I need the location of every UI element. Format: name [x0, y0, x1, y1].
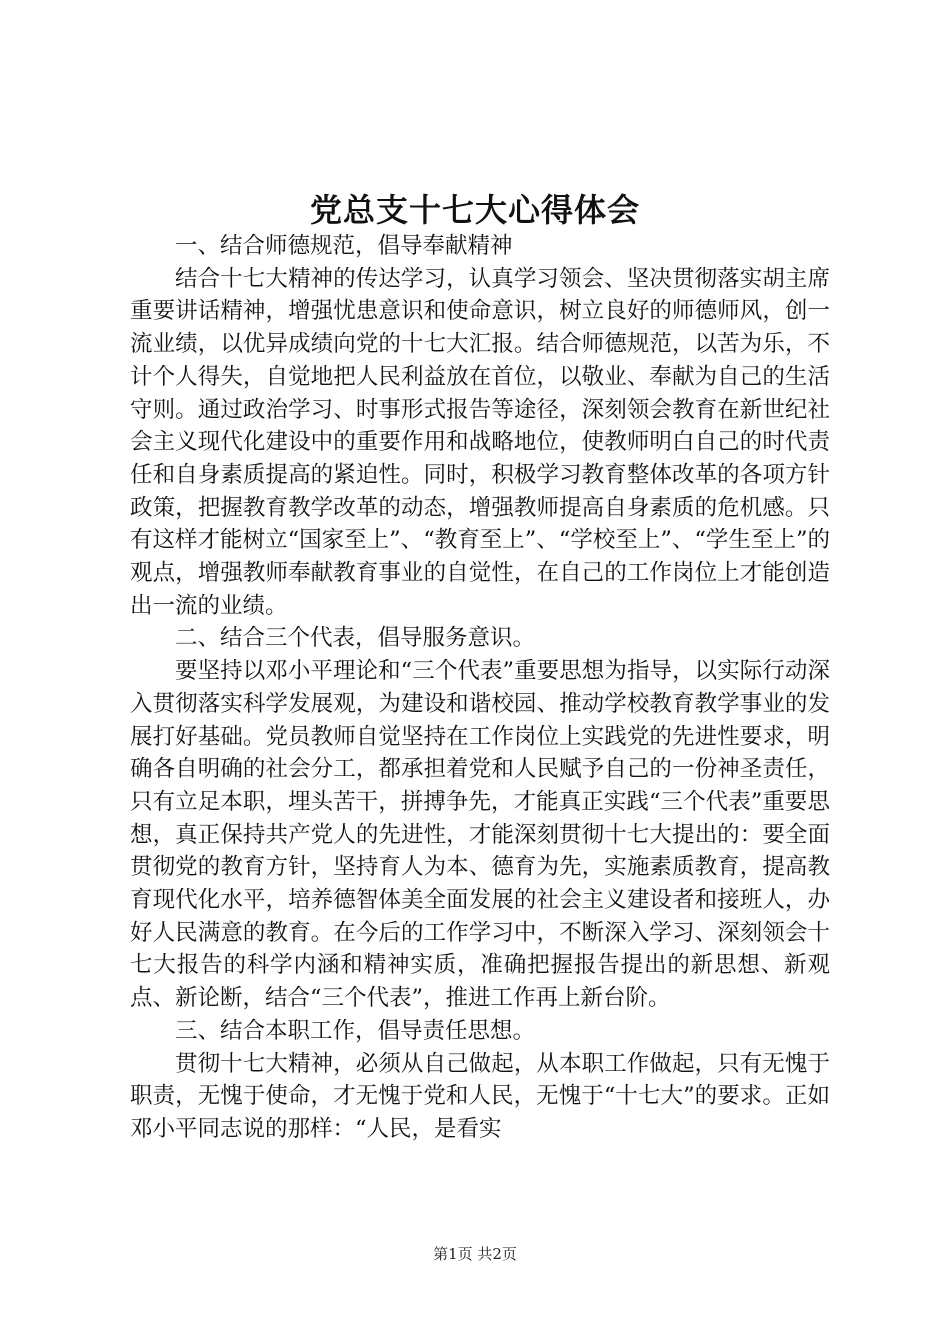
body-paragraph-1: 结合十七大精神的传达学习，认真学习领会、坚决贯彻落实胡主席重要讲话精神，增强忧患意识和使命意识，树立良好的师德师风，创一流业绩，以优异成绩向党的十七大汇报。结合师德规范，以苦为乐，不计个人得失，自觉地把人民利益放在首位，以敬业、奉献为自己的生活守则。通过政治学习、时事形式报告等途径，深刻领会教育在新世纪社会主义现代化建设中的重要作用和战略地位，使教师明白自己的时代责任和自身素质提高的紧迫性。同时，积极学习教育整体改革的各项方针政策，把握教育教学改革的动态，增强教师提高自身素质的危机感。只有这样才能树立“国家至上”、“教育至上”、“学校至上”、“学生至上”的观点，增强教师奉献教育事业的自觉性，在自己的工作岗位上才能创造出一流的业绩。 [130, 265, 830, 619]
body-paragraph-3: 贯彻十七大精神，必须从自己做起，从本职工作做起，只有无愧于职责，无愧于使命，才无愧于党和人民，无愧于“十七大”的要求。正如邓小平同志说的那样：“人民，是看实 [130, 1050, 830, 1142]
document-body [130, 230, 830, 1146]
section-heading-1: 一、结合师德规范，倡导奉献精神 [175, 233, 513, 259]
section-heading-2: 二、结合三个代表，倡导服务意识。 [175, 625, 536, 652]
body-paragraph-2: 要坚持以邓小平理论和“三个代表”重要思想为指导，以实际行动深入贯彻落实科学发展观，为建设和谐校园、推动学校教育教学事业的发展打好基础。党员教师自觉坚持在工作岗位上实践党的先进性要求，明确各自明确的社会分工，都承担着党和人民赋予自己的一份神圣责任，只有立足本职，埋头苦干，拼搏争先，才能真正实践“三个代表”重要思想，真正保持共产党人的先进性，才能深刻贯彻十七大提出的：要全面贯彻党的教育方针，坚持育人为本、德育为先，实施素质教育，提高教育现代化水平，培养德智体美全面发展的社会主义建设者和接班人，办好人民满意的教育。在今后的工作学习中，不断深入学习、深刻领会十七大报告的科学内涵和精神实质，准确把握报告提出的新思想、新观点、新论断，结合“三个代表”，推进工作再上新台阶。 [130, 658, 830, 1012]
page-number-footer: 第1页 共2页 [433, 1245, 517, 1263]
section-heading-3: 三、结合本职工作，倡导责任思想。 [175, 1017, 536, 1044]
document-title: 党总支十七大心得体会 [309, 191, 640, 229]
